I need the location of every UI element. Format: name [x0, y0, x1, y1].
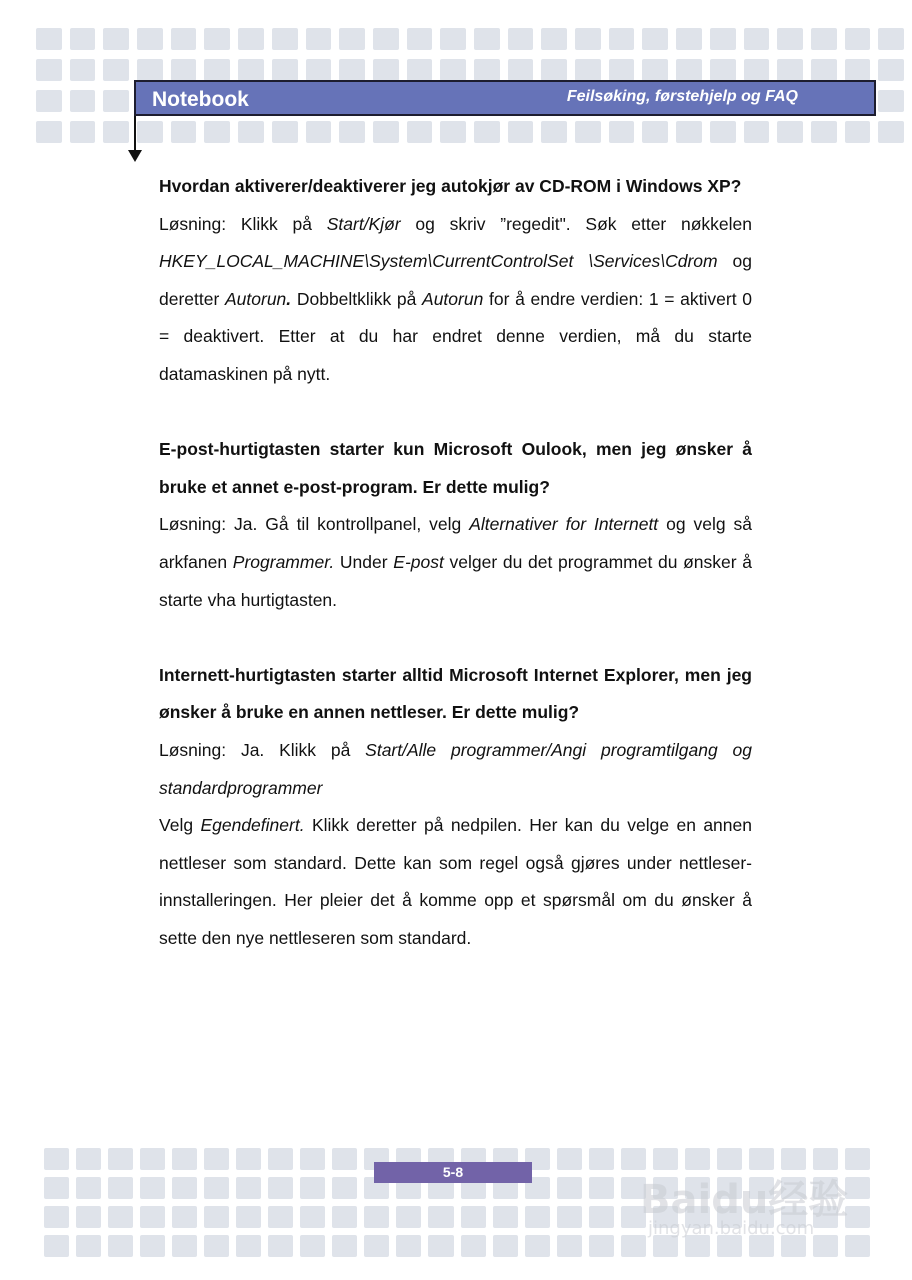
decor-tile [172, 1206, 197, 1228]
decor-tile [609, 28, 635, 50]
decor-tile [749, 1148, 774, 1170]
text-run: HKEY_LOCAL_MACHINE\System\CurrentControlSet \Services\Cdrom [159, 251, 718, 272]
text-run: Autorun [225, 288, 287, 309]
decor-tile [845, 59, 871, 81]
decor-tile [642, 28, 668, 50]
decor-tile [557, 1148, 582, 1170]
decor-tile [44, 1206, 69, 1228]
decor-tile [845, 1148, 870, 1170]
decor-tile [508, 59, 534, 81]
decor-tile [204, 1206, 229, 1228]
decor-tile [396, 1206, 421, 1228]
decor-tile [878, 59, 904, 81]
decor-tile [653, 1148, 678, 1170]
decor-tile [70, 121, 96, 143]
decor-tile [103, 121, 129, 143]
text-run: . [286, 288, 292, 309]
question-3: Internett-hurtigtasten starter alltid Microsoft Internet Explorer, men jeg ønsker å bruke en annen nettleser. Er dette mulig? [159, 664, 752, 723]
text-run: Start/Alle programmer/Angi programtilgang og standardprogrammer [159, 739, 752, 798]
decor-tile [238, 59, 264, 81]
decor-tile [609, 59, 635, 81]
decor-tile [493, 1206, 518, 1228]
decor-tile [777, 28, 803, 50]
decor-tile [140, 1177, 165, 1199]
decor-tile [236, 1235, 261, 1257]
decor-tile [236, 1177, 261, 1199]
decor-tile [474, 59, 500, 81]
decor-tile [407, 59, 433, 81]
decor-tile [373, 59, 399, 81]
decor-tile [204, 1235, 229, 1257]
page-number: 5-8 [374, 1162, 532, 1183]
answer-3b [159, 807, 752, 957]
header-chapter: Feilsøking, førstehjelp og FAQ [566, 88, 798, 105]
decor-tile [373, 28, 399, 50]
decor-tile [332, 1148, 357, 1170]
decor-tile [575, 59, 601, 81]
decor-tile [589, 1235, 614, 1257]
decor-tile [272, 121, 298, 143]
decor-tile [36, 121, 62, 143]
decor-tile [589, 1206, 614, 1228]
decor-tile [525, 1206, 550, 1228]
decor-tile [811, 121, 837, 143]
decor-tile [557, 1206, 582, 1228]
decor-tile [717, 1148, 742, 1170]
decor-tile [204, 121, 230, 143]
decor-tile [878, 28, 904, 50]
decor-tile [845, 28, 871, 50]
decor-tile [781, 1148, 806, 1170]
decor-tile [306, 59, 332, 81]
text-run: Dobbeltklikk på [291, 288, 423, 309]
decor-tile [103, 59, 129, 81]
decor-tile [108, 1206, 133, 1228]
text-run: Egendefinert. [200, 815, 305, 836]
decor-tile [474, 28, 500, 50]
decor-tile [300, 1206, 325, 1228]
decor-tile [44, 1177, 69, 1199]
decor-tile [204, 59, 230, 81]
decor-tile [76, 1206, 101, 1228]
decor-tile [407, 28, 433, 50]
text-run: Velg [159, 815, 201, 836]
decor-tile [268, 1235, 293, 1257]
decor-tile [744, 59, 770, 81]
decor-tile [171, 121, 197, 143]
decor-tile [300, 1177, 325, 1199]
decor-tile [306, 28, 332, 50]
decor-tile [364, 1235, 389, 1257]
decor-tile [508, 121, 534, 143]
text-run: og deretter [159, 251, 752, 309]
decor-tile [171, 59, 197, 81]
decor-tile [440, 28, 466, 50]
decor-tile [493, 1235, 518, 1257]
decor-tile [744, 28, 770, 50]
answer-1 [159, 206, 752, 394]
decor-tile [140, 1148, 165, 1170]
decor-tile [811, 59, 837, 81]
decor-tile [300, 1148, 325, 1170]
decor-tile [676, 28, 702, 50]
decor-tile [268, 1148, 293, 1170]
text-run: Autorun [422, 288, 484, 309]
decor-tile [710, 121, 736, 143]
decor-tile [589, 1148, 614, 1170]
decor-tile [332, 1206, 357, 1228]
decor-tile [172, 1235, 197, 1257]
decor-tile [676, 121, 702, 143]
decor-tile [428, 1206, 453, 1228]
decor-tile [108, 1235, 133, 1257]
decor-tile [396, 1235, 421, 1257]
text-run: for å endre verdien: 1 = aktivert 0 = deaktivert. Etter at du har endret denne verdien, må du starte datamaskinen på nytt. [159, 288, 752, 384]
faq-content [159, 168, 752, 957]
answer-2 [159, 506, 752, 619]
decor-tile [609, 121, 635, 143]
decor-tile [777, 121, 803, 143]
decor-tile [236, 1206, 261, 1228]
decor-tile [332, 1177, 357, 1199]
watermark-url: jingyan.baidu.com [648, 1218, 815, 1239]
decor-tile [845, 121, 871, 143]
text-run: Klikk deretter på nedpilen. Her kan du velge en annen nettleser som standard. Dette kan som regel også gjøres under nettleser-innstalleringen. Her pleier det å komme opp et spørsmål om du ønsker å sette den nye nettleseren som standard. [159, 815, 752, 948]
decor-tile [575, 28, 601, 50]
decor-tile [103, 90, 129, 112]
text-run: Under [334, 551, 394, 572]
decor-tile [508, 28, 534, 50]
header-title: Notebook [152, 88, 249, 111]
decor-tile [440, 121, 466, 143]
down-arrow-icon [128, 150, 142, 162]
text-run: Løsning: Ja. Gå til kontrollpanel, velg [159, 514, 470, 535]
text-run: Programmer. [232, 551, 335, 572]
decor-tile [137, 59, 163, 81]
text-run: Start/Kjør [326, 213, 401, 234]
text-run: og velg så arkfanen [159, 514, 752, 572]
text-run: og skriv ”regedit". Søk etter nøkkelen [400, 213, 752, 234]
decor-tile [76, 1177, 101, 1199]
decor-tile [36, 28, 62, 50]
decor-tile [332, 1235, 357, 1257]
text-run: E-post [393, 551, 444, 572]
decor-tile [36, 59, 62, 81]
decor-tile [268, 1206, 293, 1228]
decor-tile [428, 1235, 453, 1257]
decor-tile [108, 1177, 133, 1199]
decor-tile [70, 59, 96, 81]
decor-tile [557, 1235, 582, 1257]
decor-tile [685, 1148, 710, 1170]
question-1: Hvordan aktiverer/deaktiverer jeg autokjør av CD-ROM i Windows XP? [159, 176, 742, 196]
decor-tile [339, 59, 365, 81]
decor-tile [811, 28, 837, 50]
decor-tile [103, 28, 129, 50]
decor-tile [589, 1177, 614, 1199]
decor-tile [44, 1148, 69, 1170]
decor-tile [407, 121, 433, 143]
decor-tile [813, 1148, 838, 1170]
decor-tile [744, 121, 770, 143]
decor-tile [272, 59, 298, 81]
decor-tile [575, 121, 601, 143]
decor-tile [461, 1235, 486, 1257]
decor-tile [172, 1177, 197, 1199]
decor-tile [621, 1148, 646, 1170]
decor-tile [76, 1148, 101, 1170]
decor-tile [878, 90, 904, 112]
decor-tile [172, 1148, 197, 1170]
decor-tile [70, 90, 96, 112]
question-2: E-post-hurtigtasten starter kun Microsoft Oulook, men jeg ønsker å bruke et annet e-post-program. Er dette mulig? [159, 439, 752, 497]
decor-tile [70, 28, 96, 50]
decor-tile [710, 59, 736, 81]
decor-tile [461, 1206, 486, 1228]
decor-tile [373, 121, 399, 143]
header-bar [134, 80, 876, 116]
decor-tile [676, 59, 702, 81]
decor-tile [557, 1177, 582, 1199]
decor-tile [777, 59, 803, 81]
decor-tile [238, 121, 264, 143]
decor-tile [878, 121, 904, 143]
text-run: Alternativer for Internett [469, 514, 659, 535]
text-run: velger du det programmet du ønsker å starte vha hurtigtasten. [159, 551, 753, 610]
decor-tile [204, 1177, 229, 1199]
decor-tile [268, 1177, 293, 1199]
watermark-logo: Baidu经验 [640, 1177, 849, 1223]
decor-tile [541, 121, 567, 143]
decor-tile [710, 28, 736, 50]
decor-tile [541, 28, 567, 50]
decor-tile [642, 59, 668, 81]
decor-tile [137, 121, 163, 143]
decor-tile [440, 59, 466, 81]
decor-tile [642, 121, 668, 143]
decor-tile [339, 28, 365, 50]
decor-tile [364, 1206, 389, 1228]
decor-tile [171, 28, 197, 50]
decor-tile [300, 1235, 325, 1257]
decor-tile [108, 1148, 133, 1170]
decor-tile [204, 1148, 229, 1170]
decor-tile [474, 121, 500, 143]
decor-tile [306, 121, 332, 143]
decor-tile [525, 1235, 550, 1257]
decor-tile [238, 28, 264, 50]
decor-tile [339, 121, 365, 143]
decor-tile [236, 1148, 261, 1170]
decor-tile [140, 1206, 165, 1228]
decor-tile [137, 28, 163, 50]
decor-tile [204, 28, 230, 50]
decor-tile [541, 59, 567, 81]
decor-tile [140, 1235, 165, 1257]
text-run: Løsning: Klikk på [159, 213, 327, 234]
decor-tile [36, 90, 62, 112]
decor-tile [44, 1235, 69, 1257]
decor-tile [272, 28, 298, 50]
decor-tile [76, 1235, 101, 1257]
baidu-watermark [640, 1168, 870, 1248]
answer-3 [159, 732, 752, 807]
text-run: Løsning: Ja. Klikk på [159, 739, 366, 760]
